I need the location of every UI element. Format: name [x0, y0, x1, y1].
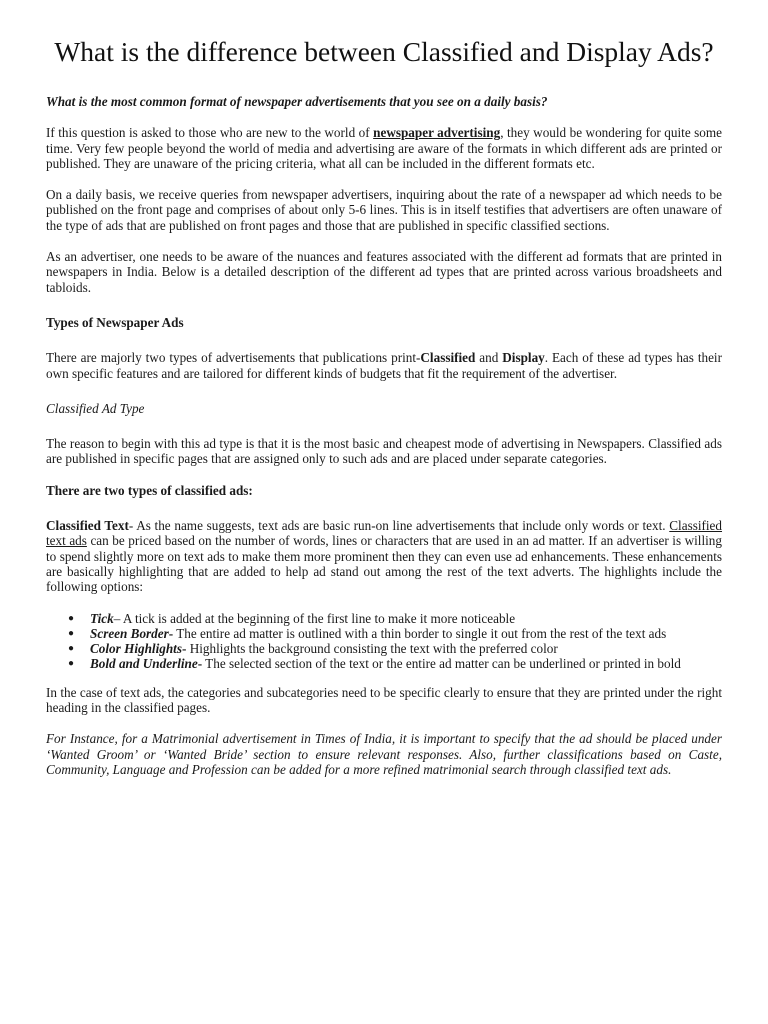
- classified-text-part1: - As the name suggests, text ads are basic run-on line advertisements that include only words or text.: [128, 518, 670, 534]
- list-item-term: Color Highlights: [90, 641, 182, 657]
- list-item-separator: -: [181, 641, 187, 657]
- bullet-icon: ●: [68, 643, 75, 655]
- two-types-after: . Each of these ad types has their own specific features and are tailored for different kinds of budgets that fit the requirement of the advertiser.: [46, 350, 722, 381]
- classified-text-ads-link[interactable]: Classified text ads: [46, 518, 723, 549]
- list-item-text: A tick is added at the beginning of the first line to make it more noticeable: [120, 610, 516, 626]
- daily-queries-paragraph: On a daily basis, we receive queries from newspaper advertisers, inquiring about the rate of a newspaper ad which needs to be published on the front page and comprises of about only 5-6 lines. This is in itself testifies that advertisers are often unaware of the type of ads that are published on front pages and those that are published in specific classified sections.: [46, 187, 722, 233]
- list-item-separator: -: [197, 656, 203, 672]
- matrimonial-example-paragraph: For Instance, for a Matrimonial advertisement in Times of India, it is important to specify that the ad should be placed under ‘Wanted Groom’ or ‘Wanted Bride’ section to ensure relevant responses. Also, further classifications based on Caste, Community, Language and Profession can be added for a more refined matrimonial search through classified text ads.: [46, 731, 722, 777]
- bullet-icon: ●: [68, 612, 75, 624]
- lead-question: What is the most common format of newspaper advertisements that you see on a daily basis?: [46, 94, 548, 109]
- two-types-paragraph: [46, 350, 722, 381]
- categories-paragraph: In the case of text ads, the categories and subcategories need to be specific clearly to ensure that they are printed under the right heading in the classified pages.: [46, 684, 722, 716]
- classified-term: Classified: [420, 350, 476, 366]
- list-item-text: The entire ad matter is outlined with a thin border to single it out from the rest of the text ads: [173, 625, 667, 641]
- classified-intro-paragraph: The reason to begin with this ad type is that it is the most basic and cheapest mode of advertising in Newspapers. Classified ads are published in specific pages that are assigned only to such ads and are placed under separate categories.: [46, 436, 722, 467]
- enhancement-list: [46, 611, 722, 672]
- bullet-icon: ●: [68, 658, 75, 670]
- classified-text-paragraph: [46, 518, 722, 594]
- two-types-mid: and: [475, 350, 503, 366]
- intro-paragraph: [46, 125, 722, 171]
- list-item: [68, 610, 722, 626]
- classified-text-term: Classified Text: [46, 518, 129, 534]
- advertiser-awareness-paragraph: As an advertiser, one needs to be aware of the nuances and features associated with the different ad formats that are printed in newspapers in India. Below is a detailed description of the different ad types that are printed across various broadsheets and tabloids.: [46, 249, 722, 295]
- list-item: [68, 625, 722, 641]
- page-title: What is the difference between Classified and Display Ads?: [54, 36, 714, 67]
- list-item-term: Screen Border: [90, 625, 169, 641]
- list-item-term: Bold and Underline: [90, 656, 198, 672]
- list-item: [68, 656, 722, 672]
- two-classified-types-heading: There are two types of classified ads:: [46, 482, 253, 498]
- newspaper-advertising-link[interactable]: newspaper advertising: [373, 125, 501, 141]
- list-item-separator: -: [168, 625, 174, 641]
- types-heading: Types of Newspaper Ads: [46, 314, 184, 330]
- intro-text-after: , they would be wondering for quite some time. Very few people beyond the world of media and advertising are aware of the formats in which different ads are printed or published. They are unaware of the pricing criteria, what all can be included in the different formats etc.: [46, 125, 722, 171]
- classified-heading: Classified Ad Type: [46, 400, 145, 416]
- classified-text-part2: can be priced based on the number of words, lines or characters that are used in an ad matter. If an advertiser is willing to spend slightly more on text ads to make them more prominent then they can even use ad enhancements. These enhancements are basically highlighting that are added to help ad stand out among the rest of the text adverts. The highlights include the following options:: [46, 533, 722, 595]
- list-item-text: Highlights the background consisting the text with the preferred color: [186, 641, 558, 657]
- intro-text-before: If this question is asked to those who are new to the world of: [46, 125, 374, 141]
- list-item-separator: –: [113, 610, 121, 626]
- bullet-icon: ●: [68, 627, 75, 639]
- list-item-term: Tick: [90, 610, 114, 626]
- list-item: [68, 641, 722, 657]
- list-item-text: The selected section of the text or the entire ad matter can be underlined or printed in bold: [202, 656, 681, 672]
- two-types-before: There are majorly two types of advertisements that publications print-: [46, 350, 421, 366]
- display-term: Display: [502, 350, 545, 366]
